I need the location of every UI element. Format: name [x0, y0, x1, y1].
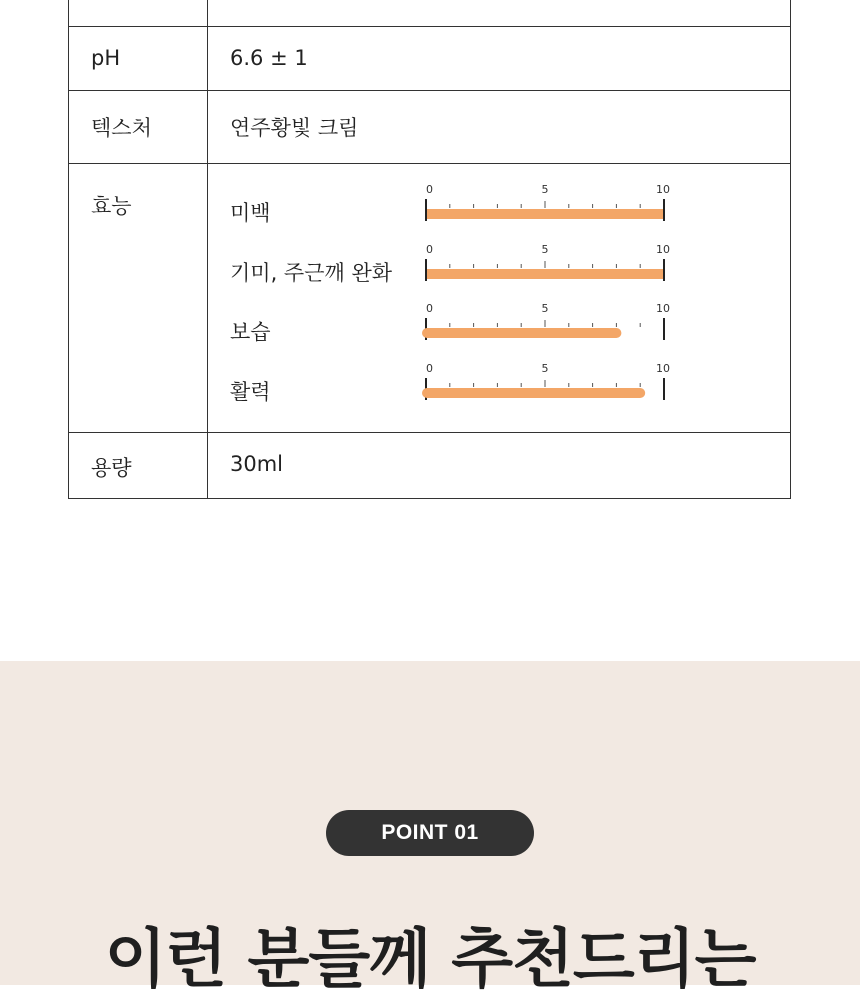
spec-value: 30ml — [230, 452, 284, 476]
efficacy-item — [230, 183, 700, 233]
efficacy-label: 보습 — [230, 320, 271, 344]
scale-tick-label: 10 — [656, 183, 670, 196]
spec-value: 6.6 ± 1 — [230, 46, 308, 70]
efficacy-scale-svg — [424, 243, 670, 293]
section-headline: 이런 분들께 추천드리는 — [104, 923, 756, 997]
spec-key: pH — [91, 46, 121, 70]
scale-tick-label: 5 — [541, 243, 549, 256]
scale-tick-label: 0 — [426, 183, 433, 196]
scale-tick-label: 5 — [541, 183, 549, 196]
spec-table — [68, 0, 791, 499]
scale-tick-label: 10 — [656, 302, 670, 315]
efficacy-label: 미백 — [230, 201, 271, 225]
scale-tick-label: 10 — [656, 362, 670, 375]
efficacy-scale — [424, 302, 670, 352]
spec-row-efficacy — [69, 164, 791, 433]
spec-row-ingredients — [69, 0, 791, 27]
efficacy-scale-svg — [424, 183, 670, 233]
spec-row-ph — [69, 27, 791, 91]
efficacy-item — [230, 302, 700, 352]
efficacy-list — [208, 165, 789, 431]
scale-tick-label: 0 — [426, 362, 433, 375]
efficacy-label: 기미, 주근깨 완화 — [230, 261, 393, 285]
spec-value: 연주황빛 크림 — [230, 116, 359, 140]
scale-tick-label: 0 — [426, 243, 433, 256]
spec-row-texture — [69, 91, 791, 164]
efficacy-scale-svg — [424, 362, 670, 412]
efficacy-scale — [424, 362, 670, 412]
scale-tick-label: 5 — [541, 302, 549, 315]
spec-row-volume — [69, 433, 791, 499]
efficacy-scale-svg — [424, 302, 670, 352]
spec-key: 텍스처 — [91, 116, 152, 140]
efficacy-scale — [424, 243, 670, 293]
scale-tick-label: 5 — [541, 362, 549, 375]
spec-key: 용량 — [91, 456, 132, 480]
scale-tick-label: 0 — [426, 302, 433, 315]
efficacy-item — [230, 362, 700, 412]
spec-key: 효능 — [91, 194, 132, 218]
efficacy-scale — [424, 183, 670, 233]
scale-tick-label: 10 — [656, 243, 670, 256]
point-badge: POINT 01 — [326, 810, 534, 856]
efficacy-item — [230, 243, 700, 293]
efficacy-label: 활력 — [230, 380, 271, 404]
